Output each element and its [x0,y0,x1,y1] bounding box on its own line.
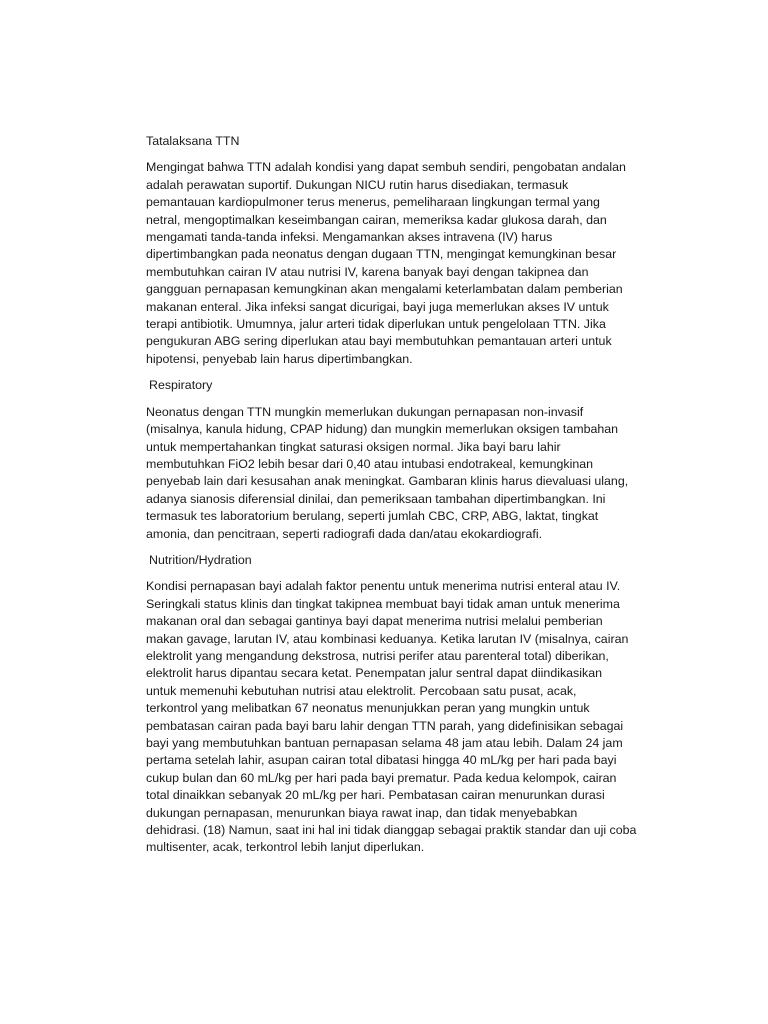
heading-nutrition-hydration: Nutrition/Hydration [149,552,252,567]
text-line: pemantauan kardiopulmoner terus menerus, pemeliharaan lingkungan termal yang [146,195,600,210]
text-line: pengukuran ABG sering diperlukan atau bayi membutuhkan pemantauan arteri untuk [146,334,612,349]
text-line: elektrolit harus dipantau secara ketat. Penempatan jalur sentral dapat diindikasikan [146,666,602,681]
text-line: membutuhkan cairan IV atau nutrisi IV, karena banyak bayi dengan takipnea dan [146,264,589,279]
paragraph-management [146,159,656,368]
text-line: Kondisi pernapasan bayi adalah faktor penentu untuk menerima nutrisi enteral atau IV. [146,579,621,594]
text-line: pembatasan cairan pada bayi baru lahir dengan TTN parah, yang didefinisikan sebagai [146,718,624,733]
text-line: netral, mengoptimalkan keseimbangan cairan, memeriksa kadar glukosa darah, dan [146,212,607,227]
text-line: mengamati tanda-tanda infeksi. Mengamankan akses intravena (IV) harus [146,230,553,245]
text-line: penyebab lain dari kesusahan anak meningkat. Gambaran klinis harus dievaluasi ulang, [146,474,629,489]
text-line: Neonatus dengan TTN mungkin memerlukan dukungan pernapasan non-invasif [146,404,584,419]
text-line: gangguan pernapasan kemungkinan akan mengalami keterlambatan dalam pemberian [146,282,623,297]
text-line: hipotensi, penyebab lain harus dipertimbangkan. [146,351,413,366]
text-line: dipertimbangkan pada neonatus dengan dugaan TTN, mengingat kemungkinan besar [146,247,617,262]
paragraph-nutrition [146,578,656,857]
text-line: makan gavage, larutan IV, atau kombinasi keduanya. Ketika larutan IV (misalnya, cairan [146,631,629,646]
text-line: multisenter, acak, terkontrol lebih lanjut diperlukan. [146,840,425,855]
text-line: adalah perawatan suportif. Dukungan NICU rutin harus disediakan, termasuk [146,177,569,192]
text-line: elektrolit yang mengandung dekstrosa, nutrisi perifer atau parenteral total) diberikan, [146,648,609,663]
text-line: membutuhkan FiO2 lebih besar dari 0,40 atau intubasi endotrakeal, kemungkinan [146,456,594,471]
text-line: pertama setelah lahir, asupan cairan total dibatasi hingga 40 mL/kg per hari pada bayi [146,753,617,768]
text-line: bayi yang membutuhkan bantuan pernapasan selama 48 jam atau lebih. Dalam 24 jam [146,736,623,750]
text-line: amonia, dan pencitraan, seperti radiografi dada dan/atau ekokardiografi. [146,526,543,541]
text-line: cukup bulan dan 60 mL/kg per hari pada bayi prematur. Pada kedua kelompok, cairan [146,770,617,785]
text-line: dukungan pernapasan, menurunkan biaya rawat inap, dan tidak menyebabkan [146,805,578,820]
text-line: untuk memenuhi kebutuhan nutrisi atau elektrolit. Percobaan satu pusat, acak, [146,683,577,698]
text-line: termasuk tes laboratorium berulang, seperti jumlah CBC, CRP, ABG, laktat, tingkat [146,509,599,524]
text-line: terkontrol yang melibatkan 67 neonatus menunjukkan peran yang mungkin untuk [146,701,590,716]
text-line: dehidrasi. (18) Namun, saat ini hal ini tidak dianggap sebagai praktik standar dan uji coba [146,823,637,838]
text-line: total dinaikkan sebanyak 20 mL/kg per hari. Pembatasan cairan menurunkan durasi [146,788,605,803]
document-title: Tatalaksana TTN [146,134,240,148]
text-line: Seringkali status klinis dan tingkat takipnea membuat bayi tidak aman untuk menerima [146,596,620,611]
text-line: untuk mempertahankan tingkat saturasi oksigen normal. Jika bayi baru lahir [146,439,561,454]
text-line: (misalnya, kanula hidung, CPAP hidung) dan mungkin memerlukan oksigen tambahan [146,422,619,437]
heading-respiratory: Respiratory [149,378,213,393]
text-line: makanan enteral. Jika infeksi sangat dicurigai, bayi juga memerlukan akses IV untuk [146,299,609,314]
text-line: adanya sianosis diferensial dinilai, dan pemeriksaan tambahan dipertimbangkan. Ini [146,491,606,506]
text-line: makanan oral dan sebagai gantinya bayi dapat menerima nutrisi melalui pemberian [146,614,603,629]
paragraph-respiratory [146,404,656,543]
text-line: terapi antibiotik. Umumnya, jalur arteri tidak diperlukan untuk pengelolaan TTN. Jika [146,317,606,332]
text-line: Mengingat bahwa TTN adalah kondisi yang dapat sembuh sendiri, pengobatan andalan [146,160,626,175]
document-page [146,133,656,866]
